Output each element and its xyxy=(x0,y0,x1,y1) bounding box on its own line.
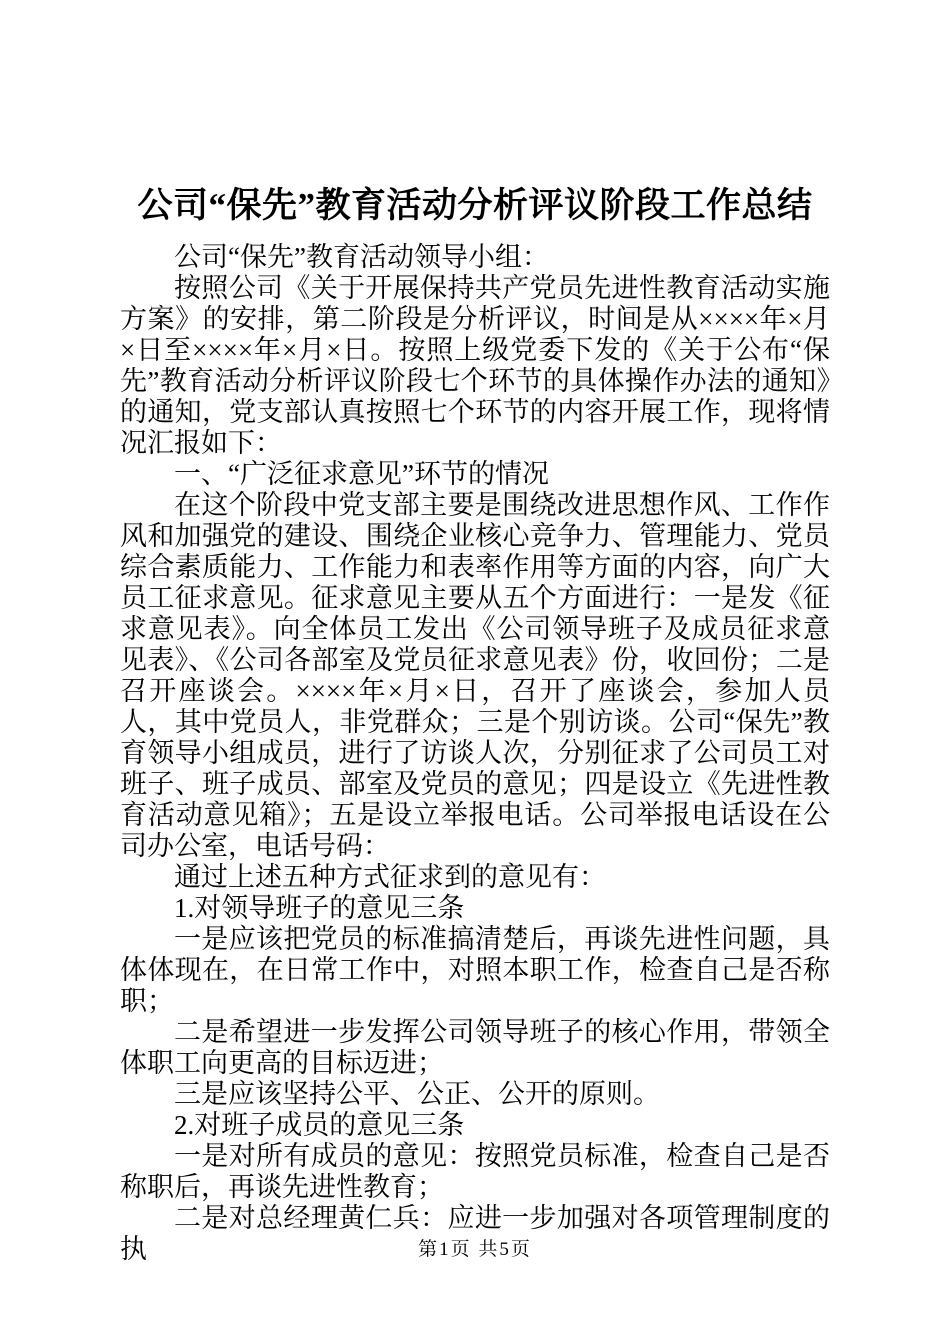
heading-leadership-opinions: 1.对领导班子的意见三条 xyxy=(174,893,465,923)
paragraph-opinion-2: 二是希望进一步发挥公司领导班子的核心作用，带领全体职工向更高的目标迈进； xyxy=(120,1017,830,1078)
page-number-label: 第1页 共5页 xyxy=(418,1239,532,1260)
paragraph-member-opinion-2: 二是对总经理黄仁兵：应进一步加强对各项管理制度的执 xyxy=(120,1203,830,1264)
document-body xyxy=(120,242,830,1265)
document-title: 公司“保先”教育活动分析评议阶段工作总结 xyxy=(137,186,813,225)
paragraph-section-1-content: 在这个阶段中党支部主要是围绕改进思想作风、工作作风和加强党的建设、围绕企业核心竞争力、管理能力、党员综合素质能力、工作能力和表率作用等方面的内容，向广大员工征求意见。征求意见主要从五个方面进行：一是发《征求意见表》。向全体员工发出《公司领导班子及成员征求意见表》、《公司各部室及党员征求意见表》份，收回份；二是召开座谈会。××××年×月×日，召开了座谈会，参加人员人，其中党员人，非党群众；三是个别访谈。公司“保先”教育领导小组成员，进行了访谈人次，分别征求了公司员工对班子、班子成员、部室及党员的意见；四是设立《先进性教育活动意见箱》；五是设立举报电话。公司举报电话设在公司办公室，电话号码： xyxy=(120,490,830,861)
paragraph-member-opinion-1: 一是对所有成员的意见：按照党员标准，检查自己是否称职后，再谈先进性教育； xyxy=(120,1141,830,1202)
heading-member-opinions: 2.对班子成员的意见三条 xyxy=(174,1110,465,1140)
heading-section-1: 一、“广泛征求意见”环节的情况 xyxy=(174,459,549,489)
paragraph-opinion-1: 一是应该把党员的标准搞清楚后，再谈先进性问题，具体体现在，在日常工作中，对照本职工作，检查自己是否称职； xyxy=(120,924,830,1016)
paragraph-opinions-intro: 通过上述五种方式征求到的意见有： xyxy=(174,862,606,892)
page-footer xyxy=(0,1238,950,1262)
paragraph-intro: 按照公司《关于开展保持共产党员先进性教育活动实施方案》的安排，第二阶段是分析评议，时间是从××××年×月×日至××××年×月×日。按照上级党委下发的《关于公布“保先”教育活动分析评议阶段七个环节的具体操作办法的通知》的通知，党支部认真按照七个环节的内容开展工作，现将情况汇报如下： xyxy=(120,273,830,458)
paragraph-opinion-3: 三是应该坚持公平、公正、公开的原则。 xyxy=(174,1079,660,1109)
paragraph-salutation: 公司“保先”教育活动领导小组： xyxy=(174,242,549,272)
